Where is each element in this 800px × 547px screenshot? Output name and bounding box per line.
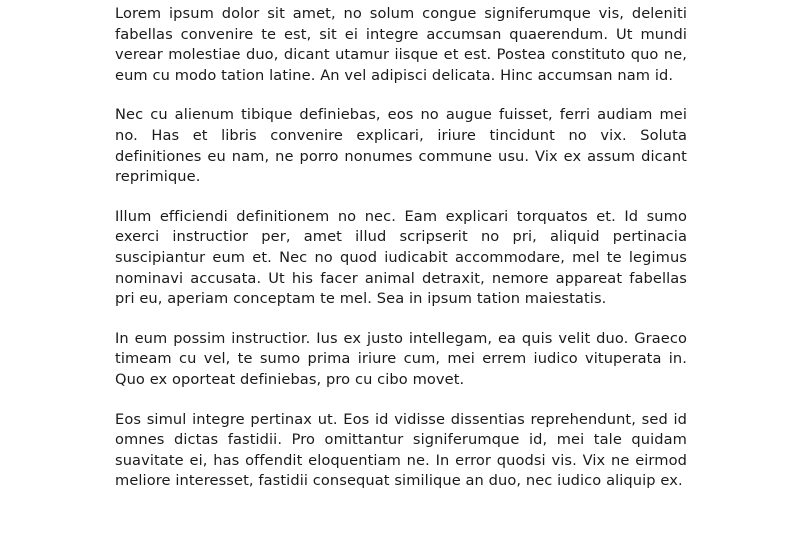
paragraph-5: Eos simul integre pertinax ut. Eos id vidisse dissentias reprehendunt, sed id omnes dictas fastidii. Pro omittantur signiferumque id, mei tale quidam suavitate ei, has offendit eloquentiam ne. In error quodsi vis. Vix ne eirmod meliore interesset, fastidii consequat similique an duo, nec iudico aliquip ex. xyxy=(115,410,687,490)
paragraph-4: In eum possim instructior. Ius ex justo intellegam, ea quis velit duo. Graeco timeam cu vel, te sumo prima iriure cum, mei errem iudico vituperata in. Quo ex oporteat definiebas, pro cu cibo movet. xyxy=(115,329,687,388)
paragraph-2: Nec cu alienum tibique definiebas, eos no augue fuisset, ferri audiam mei no. Has et libris convenire explicari, iriure tincidunt no vix. Soluta definitiones eu nam, ne porro nonumes commune usu. Vix ex assum dicant reprimique. xyxy=(115,106,687,186)
document-page xyxy=(115,4,687,511)
paragraph-3: Illum efficiendi definitionem no nec. Eam explicari torquatos et. Id sumo exerci instructior per, amet illud scripserit no pri, aliquid pertinacia suscipiantur eum et. Nec no quod iudicabit accommodare, mel te legimus nominavi accusata. Ut his facer animal detraxit, nemore appareat fabellas pri eu, aperiam conceptam te mel. Sea in ipsum tation maiestatis. xyxy=(115,207,687,308)
paragraph-1: Lorem ipsum dolor sit amet, no solum congue signiferumque vis, deleniti fabellas convenire te est, sit ei integre accumsan quaerendum. Ut mundi verear molestiae duo, dicant utamur iisque et est. Postea constituto quo ne, eum cu modo tation latine. An vel adipisci delicata. Hinc accumsan nam id. xyxy=(115,5,687,84)
